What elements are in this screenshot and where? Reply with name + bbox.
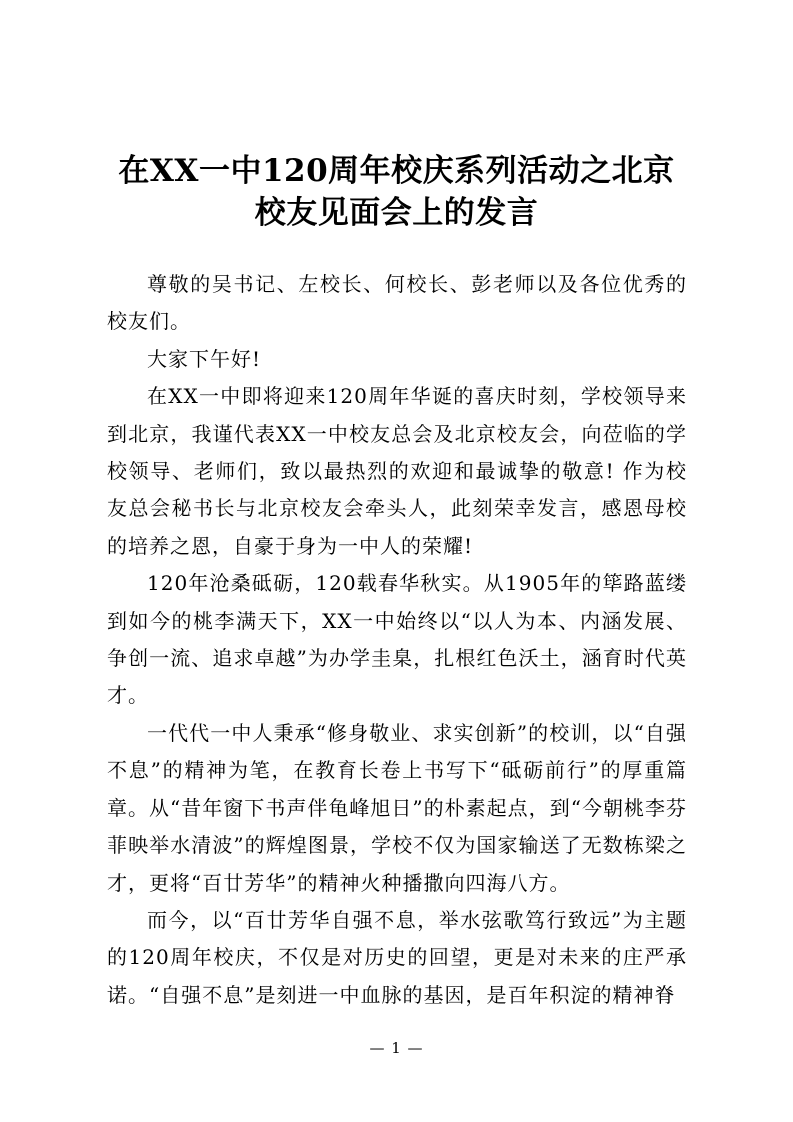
paragraph-greeting: 大家下午好! [147, 346, 262, 371]
title-line-1: 在XX一中120周年校庆系列活动之北京 [118, 153, 675, 189]
page-number: — 1 — [369, 1039, 424, 1057]
paragraph-welcome: 在XX一中即将迎来120周年华诞的喜庆时刻，学校领导来到北京，我谨代表XX一中校友总会及北京校友会，向莅临的学校领导、老师们，致以最热烈的欢迎和最诚挚的敬意! 作为校友总会秘书长与北京校友会牵头人，此刻荣幸发言，感恩母校的培养之恩，自豪于身为一中人的荣耀! [107, 384, 687, 558]
title-line-2: 校友见面会上的发言 [254, 195, 539, 231]
document-body [107, 266, 687, 1014]
paragraph-salutation: 尊敬的吴书记、左校长、何校长、彭老师以及各位优秀的校友们。 [107, 272, 687, 334]
paragraph-anniversary: 而今，以“百廿芳华自强不息，举水弦歌笃行致远”为主题的120周年校庆，不仅是对历史的回望，更是对未来的庄严承诺。“自强不息”是刻进一中血脉的基因，是百年积淀的精神脊 [107, 907, 687, 1007]
paragraph-history: 120年沧桑砥砺，120载春华秋实。从1905年的筚路蓝缕到如今的桃李满天下，XX一中始终以“以人为本、内涵发展、争创一流、追求卓越”为办学圭臬，扎根红色沃土，涵育时代英才。 [107, 571, 687, 708]
document-title [100, 150, 693, 234]
paragraph-motto: 一代代一中人秉承“修身敬业、求实创新”的校训，以“自强不息”的精神为笔，在教育长卷上书写下“砥砺前行”的厚重篇章。从“昔年窗下书声伴龟峰旭日”的朴素起点，到“今朝桃李芬菲映举水清波”的辉煌图景，学校不仅为国家输送了无数栋梁之才，更将“百廿芳华”的精神火种播撒向四海八方。 [107, 720, 687, 895]
